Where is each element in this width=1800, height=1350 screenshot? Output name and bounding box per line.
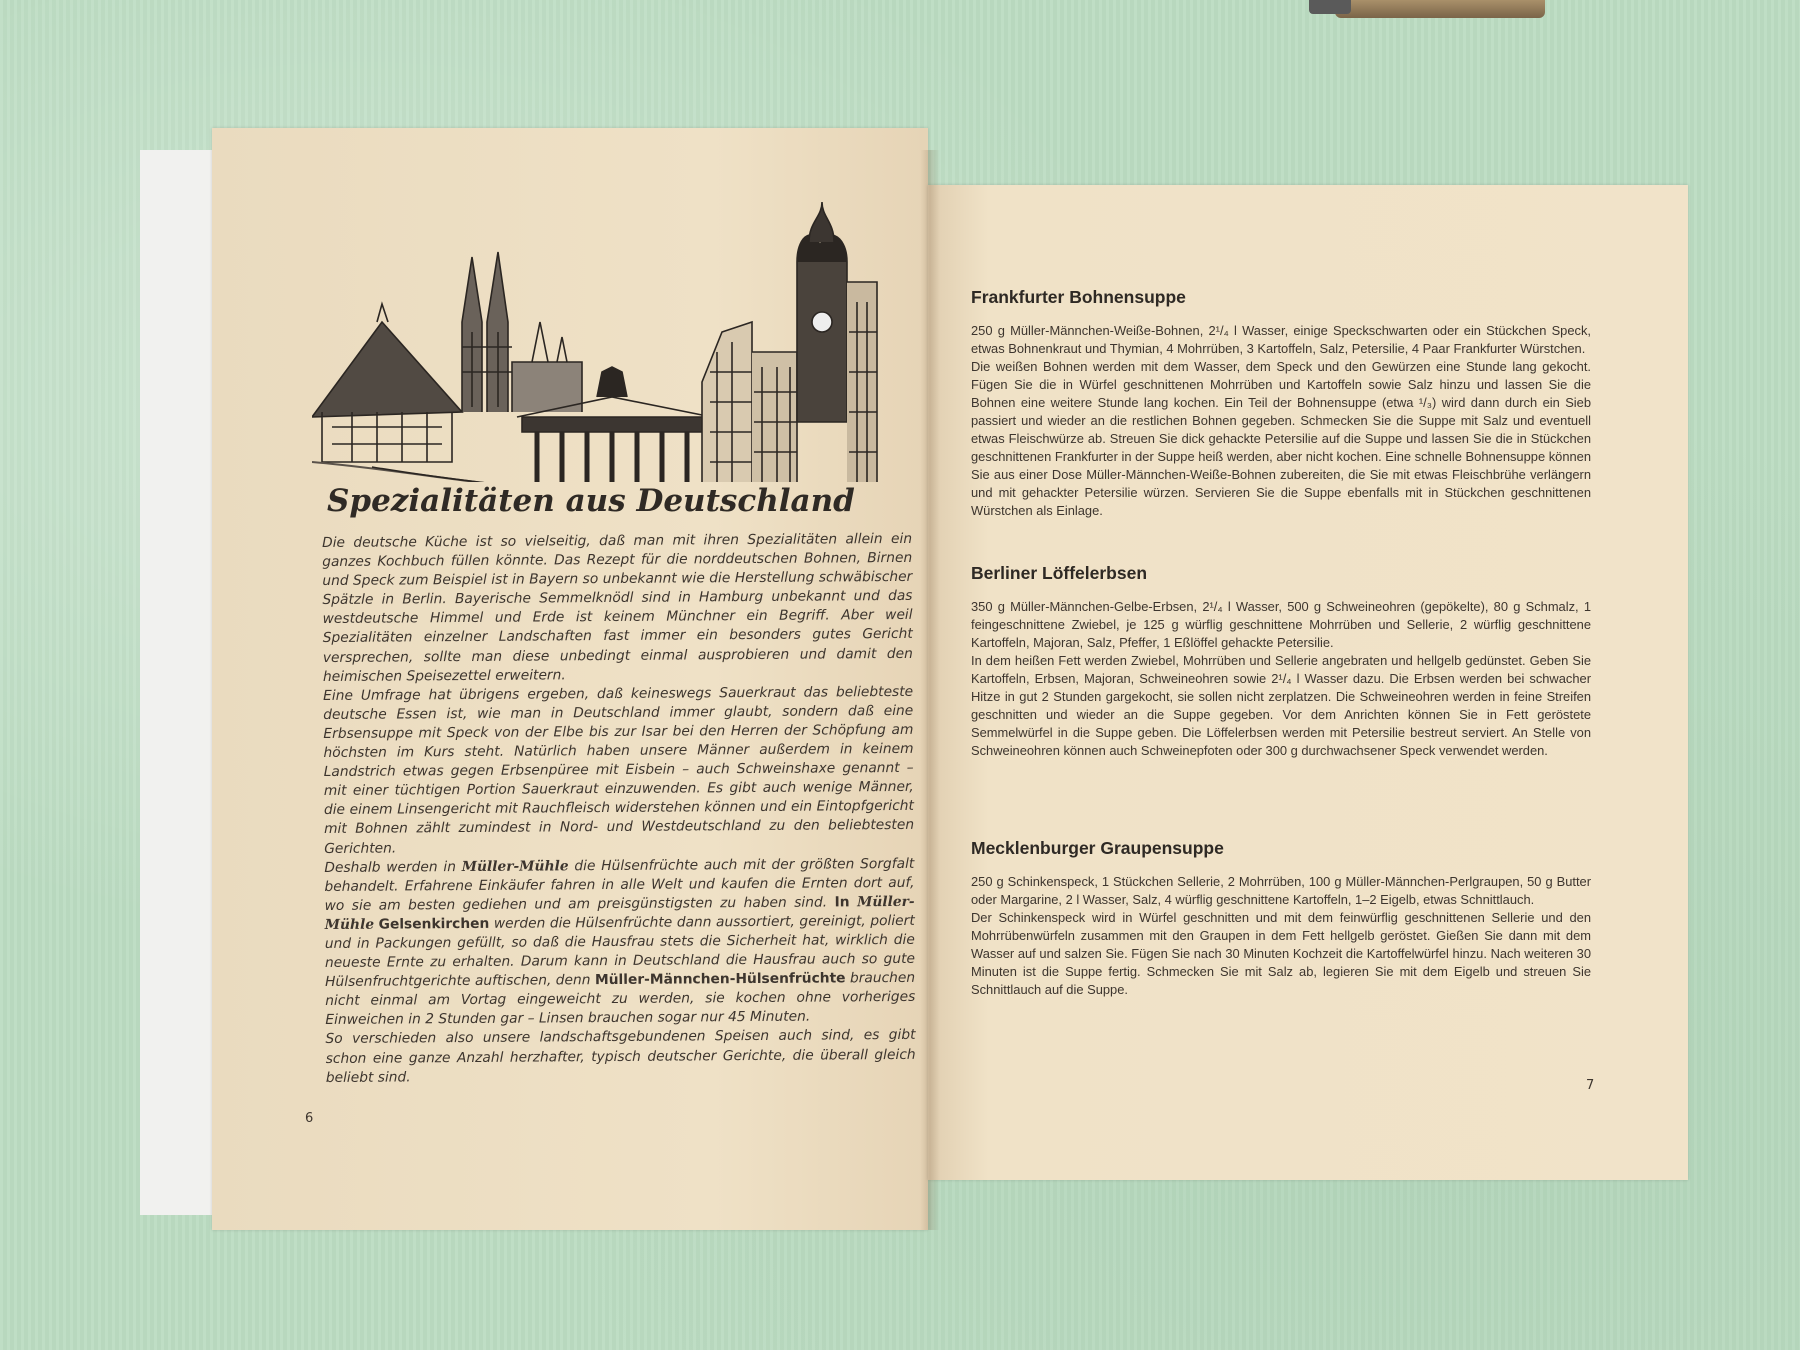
page-number-right: 7 xyxy=(1586,1078,1595,1093)
text-fragment: die Hülsenfrüchte auch mit der größten Sorgfalt behandelt. Erfahrene Einkäufer fahren in alle Welt und kaufen die Ernten dort auf, wo sie am besten gediehen und am preisgünstigsten zu haben sind. xyxy=(324,855,915,914)
recipe-ingredients: 350 g Müller-Männchen-Gelbe-Erbsen, 2¹/₄ l Wasser, 500 g Schweineohren (gepökelte), 80 g Schmalz, 1 feingeschnittene Zwiebel, je 125 g würflig geschnittene Mohrrüben und Sellerie, 2 würflig geschnittene Kartoffeln, Majoran, Salz, Pfeffer, 1 Eßlöffel gehackte Petersilie. xyxy=(971,599,1591,650)
metal-clip xyxy=(1309,0,1351,14)
book-gutter-shadow xyxy=(920,150,940,1230)
city-name: Gelsenkirchen xyxy=(378,915,490,933)
recipe-berliner-loeffelerbsen xyxy=(971,563,1591,760)
intro-paragraph-1: Die deutsche Küche ist so vielseitig, daß man mit ihren Spezialitäten allein ein ganzes Kochbuch füllen könnte. Das Rezept für die norddeutschen Bohnen, Birnen und Speck zum Beispiel ist in Bayern so unbekannt wie die Herstellung schwäbischer Spätzle in Berlin. Bayerische Semmelknödl sind in Hamburg unbekannt und das westdeutsche Himmel und Erde ist keinem Münchner ein Begriff. Aber weil Spezialitäten einzelner Landschaften fast immer ein besonders gutes Gericht versprechen, sollte man diese unbedingt einmal ausprobieren und damit den heimischen Speisezettel erweitern. xyxy=(322,530,913,685)
intro-paragraph-4: So verschieden also unsere landschaftsgebundenen Speisen auch sind, es gibt schon eine ganze Anzahl herzhafter, typisch deutscher Gerichte, die überall gleich beliebt sind. xyxy=(325,1027,916,1086)
city-sketch-illustration xyxy=(312,172,912,482)
text-fragment: werden die Hülsenfrüchte dann aussortiert, gereinigt, poliert und in Packungen gefüllt, so daß die Hausfrau stets die Sicherheit hat, wirklich die neueste Ernte zu erhalten. Darum kann in Deutschland die Hausfrau auch so gute Hülsenfruchtgerichte auftischen, denn xyxy=(324,912,916,991)
page-heading: Spezialitäten aus Deutschland xyxy=(327,483,855,519)
recipe-frankfurter-bohnensuppe xyxy=(971,287,1591,520)
left-page xyxy=(212,128,928,1230)
recipe-method: Die weißen Bohnen werden mit dem Wasser, dem Speck und den Gewürzen eine Stunde lang gekocht. Fügen Sie die in Würfel geschnittenen Mohrrüben und Kartoffeln sowie Salz hinzu und lassen Sie die Bohnen eine weitere Stunde lang kochen. Ein Teil der Bohnensuppe (etwa ¹/₃) wird dann durch ein Sieb passiert und wieder an die restlichen Bohnen gegeben. Schmecken Sie die Suppe mit Salz und eventuell etwas Fleischwürze ab. Streuen Sie dick gehackte Petersilie auf die Suppe und lassen Sie die in Stückchen geschnittenen Frankfurter in der Suppe heiß werden, aber nicht kochen. Eine schnelle Bohnensuppe können Sie aus einer Dose Müller-Männchen-Weiße-Bohnen zubereiten, die Sie mit etwas Fleischbrühe verlängern und mit gehackter Petersilie würzen. Servieren Sie die Suppe ebenfalls mit in Stückchen geschnittenen Würstchen als Einlage. xyxy=(971,359,1591,518)
recipe-title: Mecklenburger Graupensuppe xyxy=(971,838,1224,858)
intro-paragraph-2: Eine Umfrage hat übrigens ergeben, daß keineswegs Sauerkraut das beliebteste deutsche Essen ist, wie man in Deutschland immer glaubt, sondern daß eine Erbsensuppe mit Speck von der Elbe bis zur Isar bei den Herren der Schöpfung am höchsten im Kurs steht. Natürlich haben unsere Männer außerdem in keinem Landstrich etwas gegen Erbsenpüree mit Eisbein – auch Schweinshaxe genannt – mit einer tüchtigen Portion Sauerkraut einzuwenden. Es gibt auch wenige Männer, die einem Linsengericht mit Rauchfleisch widerstehen können und ein Eintopfgericht mit Bohnen zählt zumindest in Nord- und Westdeutschland zu den beliebtesten Gerichten. xyxy=(323,683,915,857)
intro-paragraph-3 xyxy=(324,854,915,1030)
text-fragment: brauchen nicht einmal am Vortag eingeweicht zu werden, sie kochen ohne vorheriges Einweichen in 2 Stunden gar – Linsen brauchen sogar nur 45 Minuten. xyxy=(325,970,916,1029)
product-name: Müller-Männchen-Hülsenfrüchte xyxy=(594,970,846,989)
brand-logo-text: Müller-Mühle xyxy=(324,893,915,933)
recipe-ingredients: 250 g Müller-Männchen-Weiße-Bohnen, 2¹/₄ l Wasser, einige Speckschwarten oder ein Stückchen Speck, etwas Bohnenkraut und Thymian, 4 Mohrrüben, 3 Kartoffeln, Salz, Petersilie, 4 Paar Frankfurter Würstchen. xyxy=(971,323,1591,356)
wooden-object xyxy=(1335,0,1545,18)
intro-text xyxy=(322,530,916,1088)
brand-logo-text: Müller-Mühle xyxy=(461,857,569,875)
recipe-method: In dem heißen Fett werden Zwiebel, Mohrrüben und Sellerie angebraten und hellgelb gedünstet. Geben Sie Kartoffeln, Erbsen, Majoran, Schweineohren sowie 2¹/₄ l Wasser dazu. Die Erbsen werden bei schwacher Hitze in gut 2 Stunden gargekocht, sie sollen nicht zerplatzen. Die Schweineohren werden in feine Streifen geschnitten und wieder an die Suppe gegeben. Vor dem Anrichten können Sie in Fett geröstete Semmelwürfel in die Suppe geben. Die Löffelerbsen werden mit Petersilie bestreut serviert. An Stelle von Schweineohren können auch Schweinepfoten oder 300 g durchwachsener Speck verwendet werden. xyxy=(971,653,1591,758)
recipe-ingredients: 250 g Schinkenspeck, 1 Stückchen Sellerie, 2 Mohrrüben, 100 g Müller-Männchen-Perlgraupen, 50 g Butter oder Margarine, 2 l Wasser, Salz, 4 würflig geschnittene Kartoffeln, 1–2 Eigelb, etwas Schnittlauch. xyxy=(971,874,1591,907)
page-number-left: 6 xyxy=(305,1111,314,1126)
recipe-method: Der Schinkenspeck wird in Würfel geschnitten und mit dem feinwürflig geschnittenen Sellerie und den Mohrrübenwürfeln zusammen mit den Graupen in dem Fett hellgelb geröstet. Gießen Sie dann mit dem Wasser auf und salzen Sie. Fügen Sie nach 30 Minuten Kochzeit die Kartoffelwürfel hinzu. Nach weiteren 30 Minuten ist die Suppe fertig. Schmecken Sie mit Salz ab, legieren Sie mit dem Eigelb und streuen Sie Schnittlauch auf die Suppe. xyxy=(971,910,1591,997)
text-fragment: Deshalb werden in xyxy=(324,858,456,876)
right-page xyxy=(928,185,1688,1180)
recipe-title: Frankfurter Bohnensuppe xyxy=(971,287,1186,307)
recipe-title: Berliner Löffelerbsen xyxy=(971,563,1148,583)
recipe-mecklenburger-graupensuppe xyxy=(971,838,1591,999)
text-fragment: In xyxy=(834,894,850,911)
